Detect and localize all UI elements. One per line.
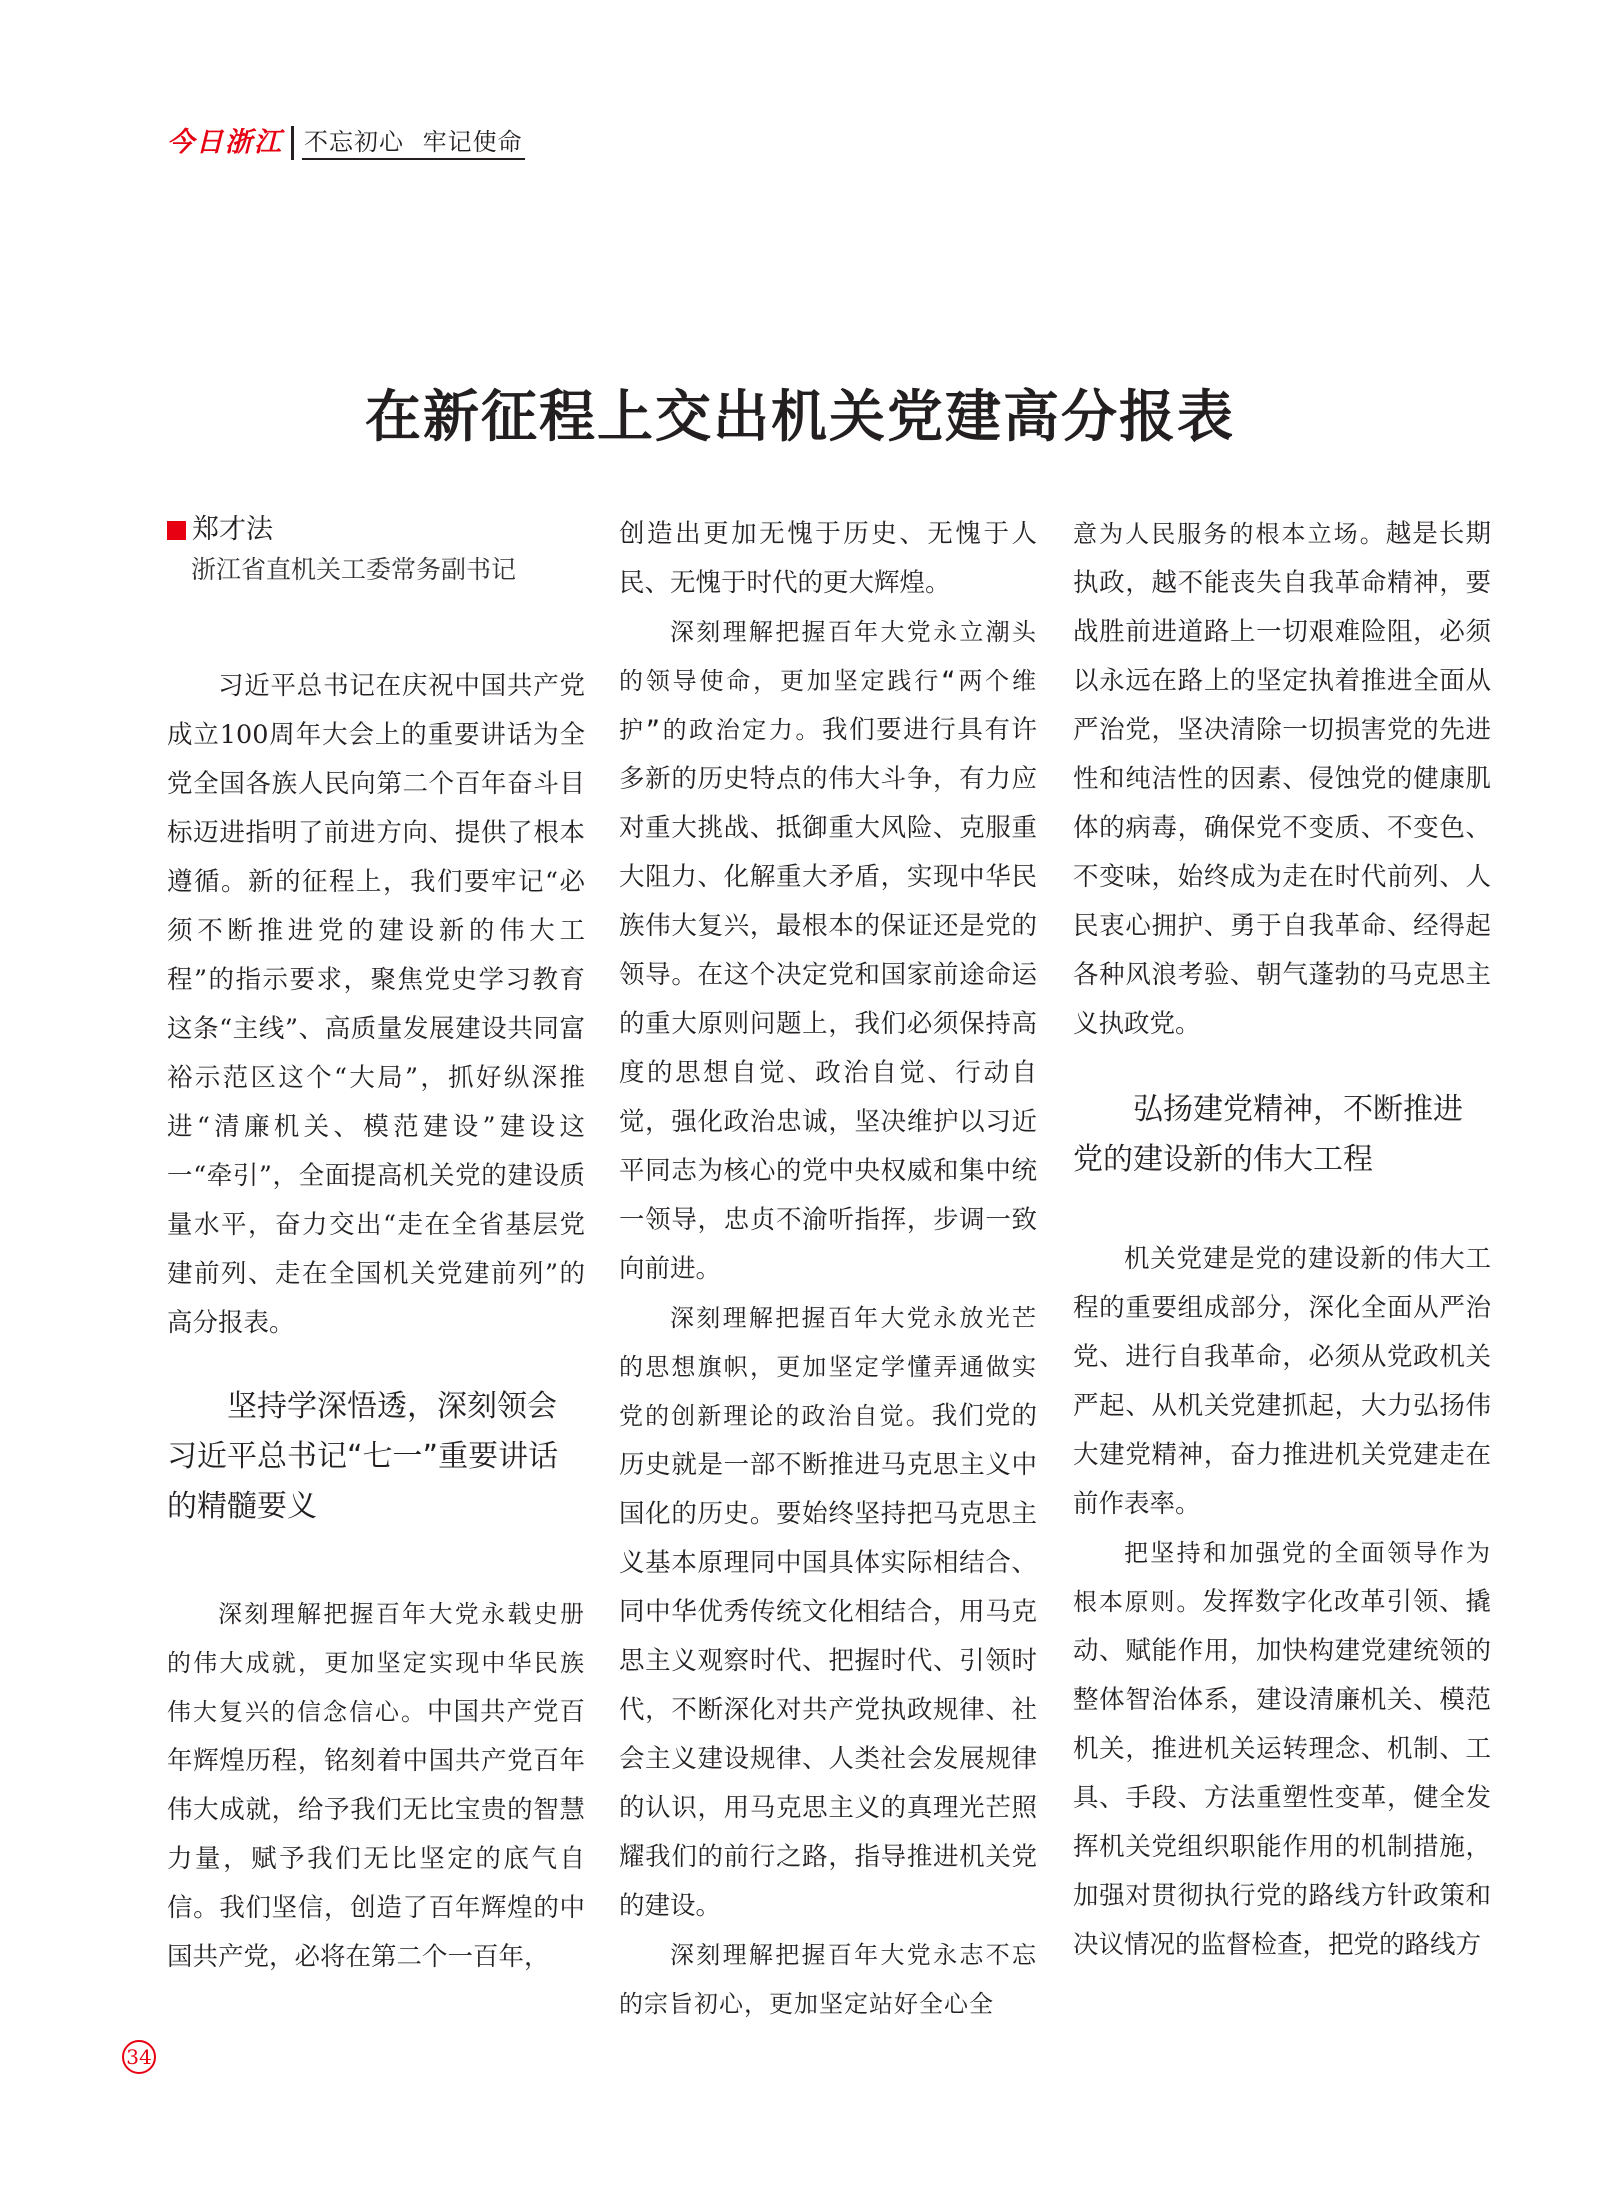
section-heading-line: 的精髓要义 xyxy=(167,1489,317,1524)
article-title: 在新征程上交出机关党建高分报表 xyxy=(365,383,1235,450)
author-name: 郑才法 xyxy=(192,514,273,545)
page-number: 34 xyxy=(122,2040,156,2074)
paragraph xyxy=(619,608,1037,1294)
column-1 xyxy=(167,510,585,1982)
paragraph xyxy=(619,1294,1037,1931)
paragraph: 机关党建是党的建设新的伟大工程的重要组成部分，深化全面从严治党、进行自我革命，必须从党政机关严起、从机关党建抓起，大力弘扬伟大建党精神，奋力推进机关党建走在前作表率。 xyxy=(1073,1244,1491,1519)
paragraph-lead: 深刻理解把握百年大党永放光芒的思想旗帜，更加坚定学懂弄通做实党的创新理论的政治自觉。 xyxy=(619,1304,1037,1430)
paragraph-body: 中国共产党百年辉煌历程，铭刻着中国共产党百年伟大成就，给予我们无比宝贵的智慧力量，赋予我们无比坚定的底气自信。我们坚信，创造了百年辉煌的中国共产党，必将在第二个一百年， xyxy=(167,1697,585,1972)
magazine-header xyxy=(167,118,525,160)
paragraph: 习近平总书记在庆祝中国共产党成立100周年大会上的重要讲话为全党全国各族人民向第二个百年奋斗目标迈进指明了前进方向、提供了根本遵循。新的征程上，我们要牢记“必须不断推进党的建设新的伟大工程”的指示要求，聚焦党史学习教育这条“主线”、高质量发展建设共同富裕示范区这个“大局”，抓好纵深推进“清廉机关、模范建设”建设这一“牵引”，全面提高机关党的建设质量水平，奋力交出“走在全省基层党建前列、走在全国机关党建前列”的高分报表。 xyxy=(167,671,585,1338)
column-2 xyxy=(619,510,1037,2029)
paragraph-lead: 深刻理解把握百年大党永载史册的伟大成就，更加坚定实现中华民族伟大复兴的信念信心。 xyxy=(167,1600,585,1726)
section-heading-line: 坚持学深悟透，深刻领会 xyxy=(227,1389,557,1424)
paragraph-body: 我们要进行具有许多新的历史特点的伟大斗争，有力应对重大挑战、抵御重大风险、克服重大阻力、化解重大矛盾，实现中华民族伟大复兴，最根本的保证还是党的领导。在这个决定党和国家前途命运的重大原则问题上，我们必须保持高度的思想自觉、政治自觉、行动自觉，强化政治忠诚，坚决维护以习近平同志为核心的党中央权威和集中统一领导，忠贞不渝听指挥，步调一致向前进。 xyxy=(619,715,1037,1284)
section-heading-1 xyxy=(167,1382,585,1532)
paragraph xyxy=(619,1931,1037,2029)
paragraph-body: 发挥数字化改革引领、撬动、赋能作用，加快构建党建统领的整体智治体系，建设清廉机关、模范机关，推进机关运转理念、机制、工具、手段、方法重塑性变革，健全发挥机关党组织职能作用的机制措施，加强对贯彻执行党的路线方针政策和决议情况的监督检查，把党的路线方 xyxy=(1073,1587,1491,1960)
header-divider xyxy=(291,126,294,160)
paragraph-body: 我们党的历史就是一部不断推进马克思主义中国化的历史。要始终坚持把马克思主义基本原理同中国具体实际相结合、同中华优秀传统文化相结合，用马克思主义观察时代、把握时代、引领时代，不断深化对共产党执政规律、社会主义建设规律、人类社会发展规律的认识，用马克思主义的真理光芒照耀我们的前行之路，指导推进机关党的建设。 xyxy=(619,1401,1037,1921)
author-title: 浙江省直机关工委常务副书记 xyxy=(191,555,517,584)
paragraph-lead: 深刻理解把握百年大党永志不忘的宗旨初心，更加坚定站好全心全 xyxy=(619,1941,1037,2018)
paragraph-lead: 意为人民服务的根本立场。 xyxy=(1073,520,1386,548)
section-heading-line: 弘扬建党精神，不断推进 xyxy=(1133,1092,1463,1127)
section-heading-line: 党的建设新的伟大工程 xyxy=(1073,1142,1373,1177)
section-heading-line: 习近平总书记“七一”重要讲话 xyxy=(167,1439,559,1474)
paragraph xyxy=(167,1590,585,1982)
column-slogan: 不忘初心 牢记使命 xyxy=(302,129,525,160)
paragraph-body: 越是长期执政，越不能丧失自我革命精神，要战胜前进道路上一切艰难险阻，必须以永远在路上的坚定执着推进全面从严治党，坚决清除一切损害党的先进性和纯洁性的因素、侵蚀党的健康肌体的病毒，确保党不变质、不变色、不变味，始终成为走在时代前列、人民衷心拥护、勇于自我革命、经得起各种风浪考验、朝气蓬勃的马克思主义执政党。 xyxy=(1073,519,1491,1039)
magazine-brand: 今日浙江 xyxy=(167,127,283,158)
column-3 xyxy=(1073,510,1491,1970)
paragraph-lead: 把坚持和加强党的全面领导作为根本原则。 xyxy=(1073,1539,1491,1616)
author-marker-icon xyxy=(167,521,186,540)
paragraph xyxy=(1073,510,1491,1049)
paragraph-lead: 深刻理解把握百年大党永立潮头的领导使命，更加坚定践行“两个维护”的政治定力。 xyxy=(619,618,1037,744)
paragraph xyxy=(1073,1529,1491,1970)
paragraph: 创造出更加无愧于历史、无愧于人民、无愧于时代的更大辉煌。 xyxy=(619,519,1037,598)
section-heading-2 xyxy=(1073,1085,1491,1185)
author-line xyxy=(167,510,585,550)
